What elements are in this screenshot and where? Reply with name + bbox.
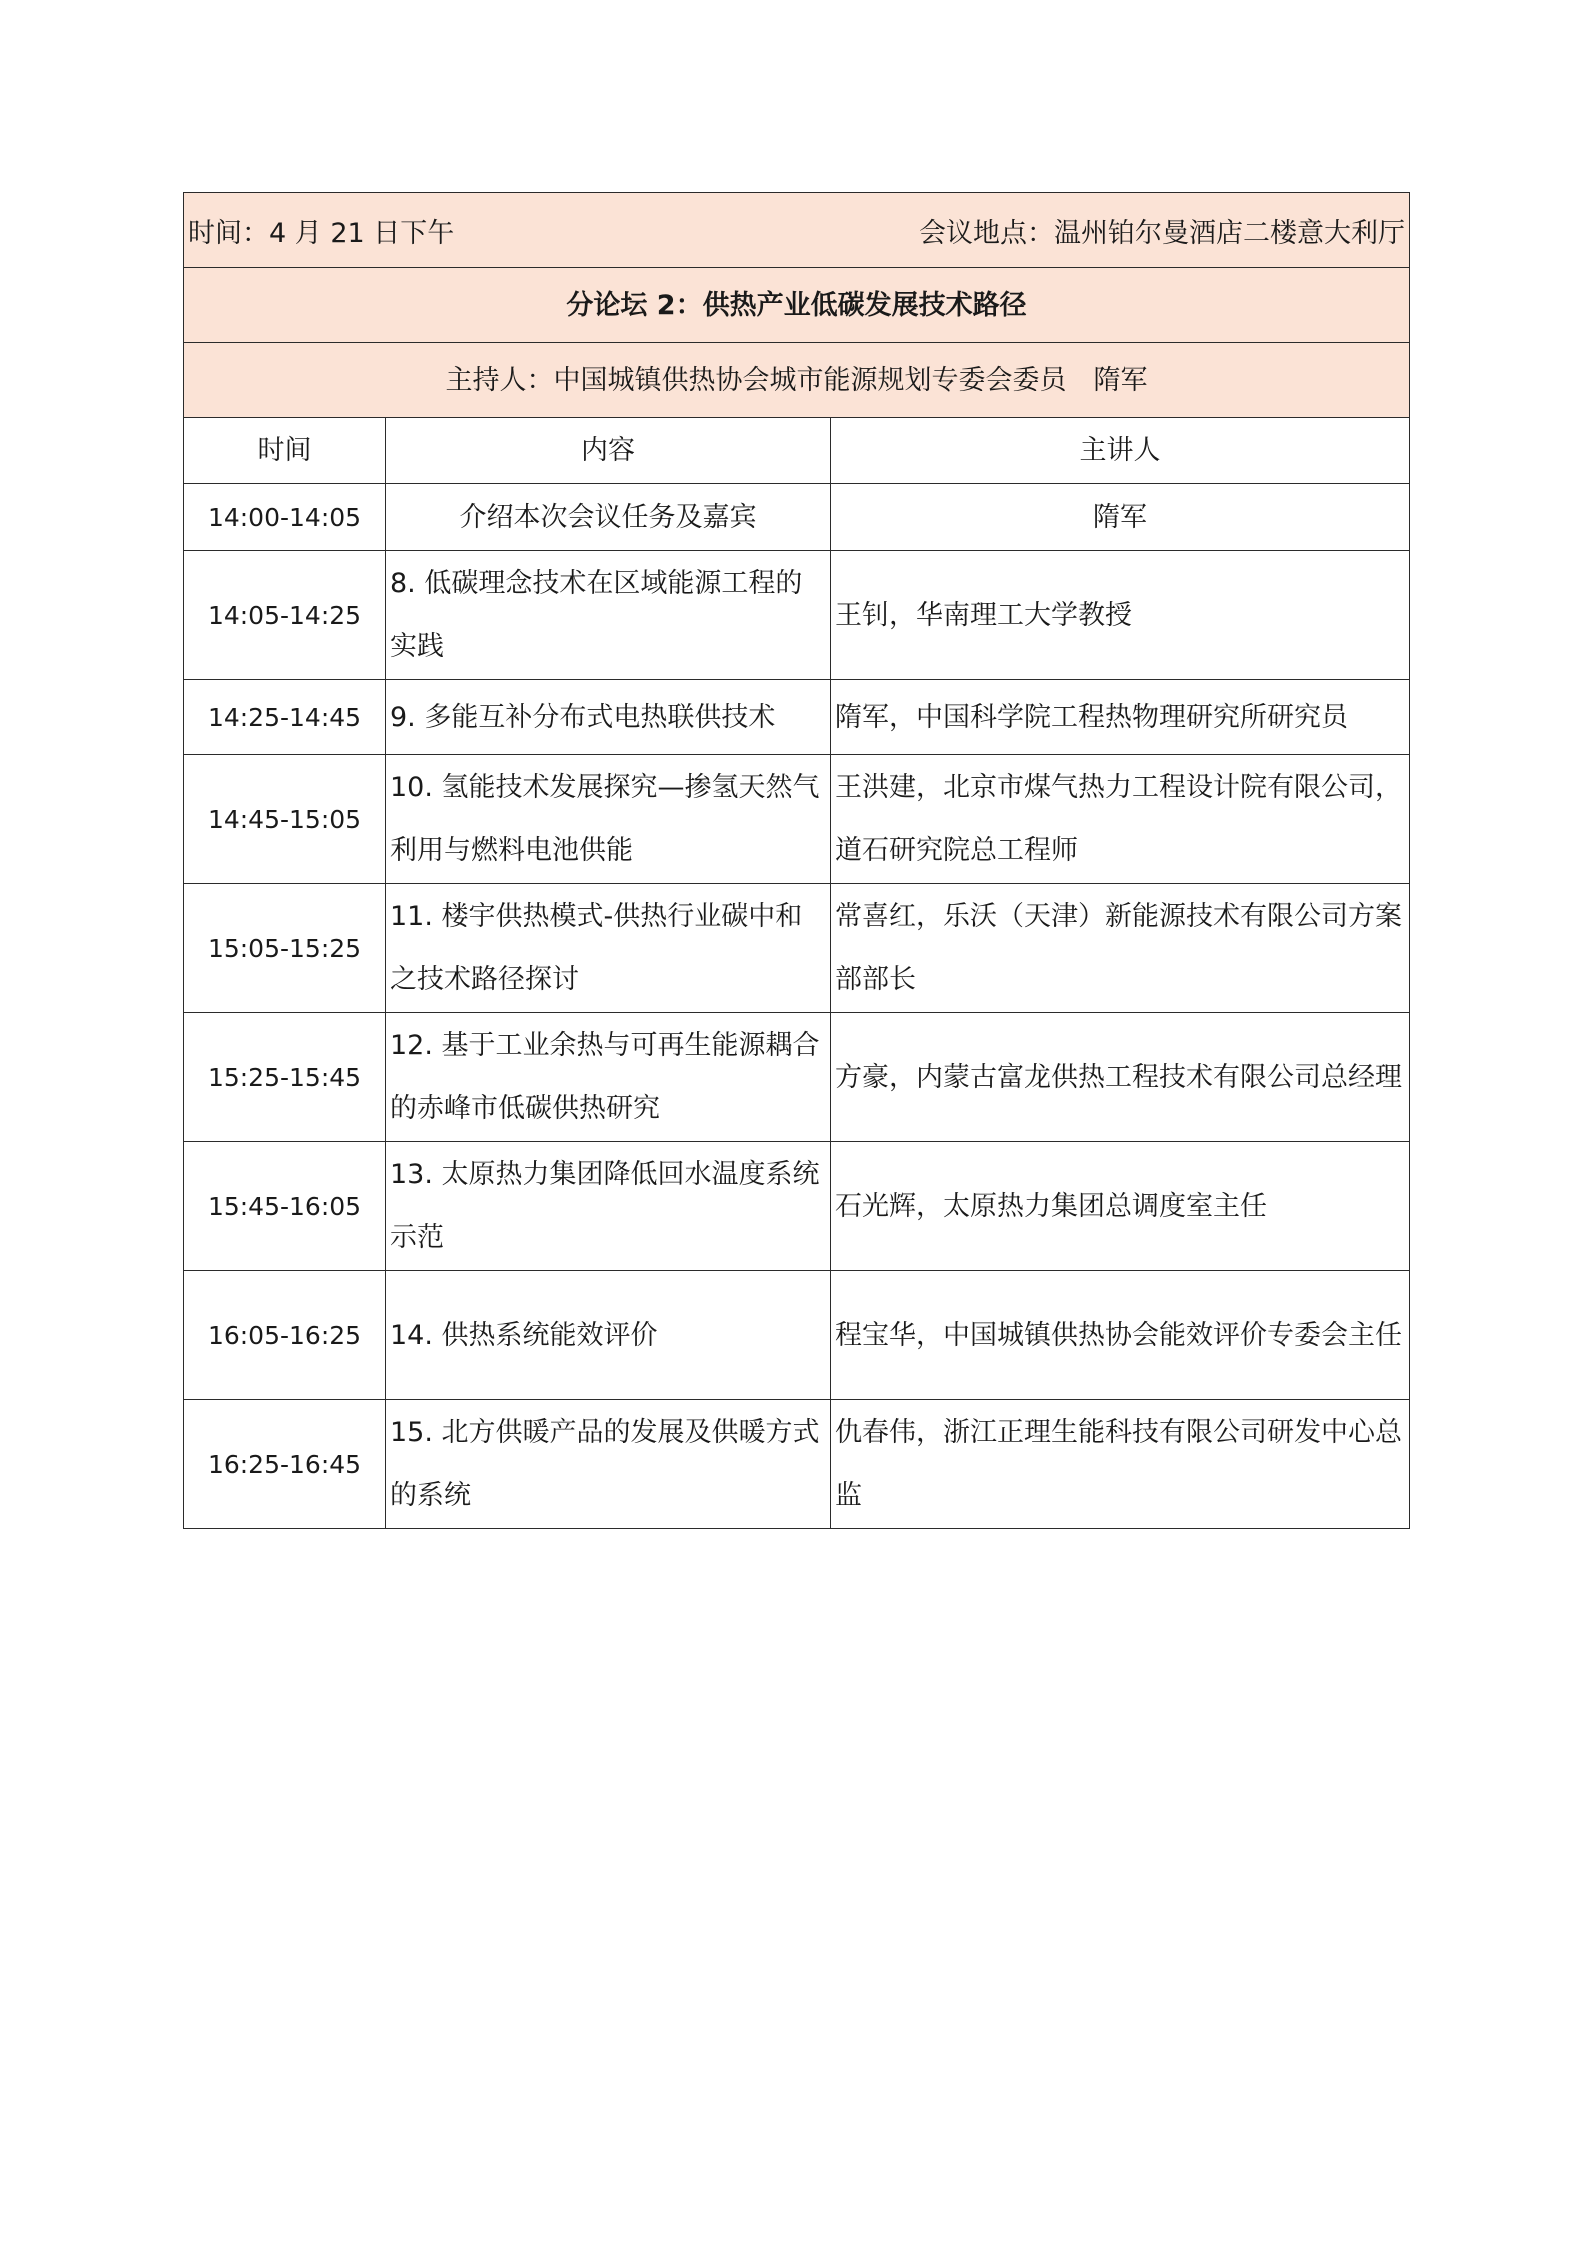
row-speaker: 隋军，中国科学院工程热物理研究所研究员 <box>831 680 1410 755</box>
table-row <box>184 484 1410 551</box>
host-row <box>184 343 1410 418</box>
row-topic: 9. 多能互补分布式电热联供技术 <box>386 680 831 755</box>
row-speaker: 王洪建，北京市煤气热力工程设计院有限公司，道石研究院总工程师 <box>831 755 1410 884</box>
row-topic: 12. 基于工业余热与可再生能源耦合的赤峰市低碳供热研究 <box>386 1013 831 1142</box>
session-time: 时间：4 月 21 日下午 <box>188 217 455 249</box>
table-row <box>184 1271 1410 1400</box>
row-topic: 10. 氢能技术发展探究—掺氢天然气利用与燃料电池供能 <box>386 755 831 884</box>
row-speaker: 程宝华，中国城镇供热协会能效评价专委会主任 <box>831 1271 1410 1400</box>
row-time: 14:00-14:05 <box>184 484 386 551</box>
forum-title: 分论坛 2：供热产业低碳发展技术路径 <box>184 268 1410 343</box>
row-time: 15:05-15:25 <box>184 884 386 1013</box>
row-speaker: 常喜红，乐沃（天津）新能源技术有限公司方案部部长 <box>831 884 1410 1013</box>
row-topic: 14. 供热系统能效评价 <box>386 1271 831 1400</box>
table-row <box>184 551 1410 680</box>
row-speaker: 仇春伟，浙江正理生能科技有限公司研发中心总监 <box>831 1400 1410 1529</box>
table-row <box>184 680 1410 755</box>
column-header-topic: 内容 <box>386 418 831 484</box>
session-info-row <box>184 193 1410 268</box>
column-header-row <box>184 418 1410 484</box>
session-venue: 会议地点：温州铂尔曼酒店二楼意大利厅 <box>919 217 1405 249</box>
row-time: 15:25-15:45 <box>184 1013 386 1142</box>
row-time: 14:45-15:05 <box>184 755 386 884</box>
schedule-table <box>183 192 1410 1529</box>
table-row <box>184 1013 1410 1142</box>
row-time: 16:25-16:45 <box>184 1400 386 1529</box>
table-row <box>184 755 1410 884</box>
row-speaker: 方豪，内蒙古富龙供热工程技术有限公司总经理 <box>831 1013 1410 1142</box>
table-row <box>184 1400 1410 1529</box>
table-row <box>184 1142 1410 1271</box>
row-time: 14:05-14:25 <box>184 551 386 680</box>
row-time: 16:05-16:25 <box>184 1271 386 1400</box>
row-speaker: 隋军 <box>831 484 1410 551</box>
row-time: 14:25-14:45 <box>184 680 386 755</box>
forum-title-row <box>184 268 1410 343</box>
row-topic: 11. 楼宇供热模式-供热行业碳中和之技术路径探讨 <box>386 884 831 1013</box>
row-topic: 13. 太原热力集团降低回水温度系统示范 <box>386 1142 831 1271</box>
row-time: 15:45-16:05 <box>184 1142 386 1271</box>
row-topic: 介绍本次会议任务及嘉宾 <box>386 484 831 551</box>
table-row <box>184 884 1410 1013</box>
column-header-time: 时间 <box>184 418 386 484</box>
row-speaker: 王钊，华南理工大学教授 <box>831 551 1410 680</box>
host-text: 主持人：中国城镇供热协会城市能源规划专委会委员 隋军 <box>184 343 1410 418</box>
session-info-cell <box>184 193 1410 268</box>
row-topic: 15. 北方供暖产品的发展及供暖方式的系统 <box>386 1400 831 1529</box>
row-speaker: 石光辉，太原热力集团总调度室主任 <box>831 1142 1410 1271</box>
row-topic: 8. 低碳理念技术在区域能源工程的实践 <box>386 551 831 680</box>
column-header-speaker: 主讲人 <box>831 418 1410 484</box>
